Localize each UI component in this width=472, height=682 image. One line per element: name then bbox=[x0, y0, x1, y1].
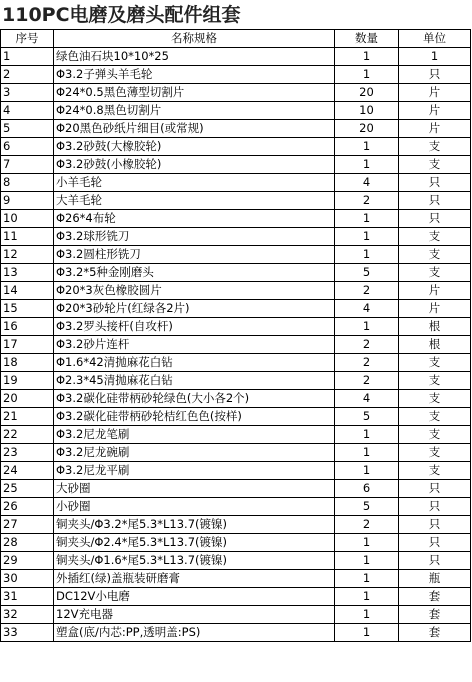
row-number: 13 bbox=[1, 264, 54, 282]
table-header-row bbox=[1, 30, 471, 48]
row-unit: 支 bbox=[399, 228, 471, 246]
row-name: Φ3.2碳化硅带柄砂轮桔红色色(按样) bbox=[54, 408, 335, 426]
row-number: 28 bbox=[1, 534, 54, 552]
row-name: 铜夹头/Φ1.6*尾5.3*L13.7(镀镍) bbox=[54, 552, 335, 570]
row-quantity: 6 bbox=[335, 480, 399, 498]
table-row bbox=[1, 462, 471, 480]
row-unit: 片 bbox=[399, 282, 471, 300]
row-name: 大羊毛轮 bbox=[54, 192, 335, 210]
row-quantity: 1 bbox=[335, 228, 399, 246]
row-name: 绿色油石块10*10*25 bbox=[54, 48, 335, 66]
row-unit: 套 bbox=[399, 588, 471, 606]
row-number: 22 bbox=[1, 426, 54, 444]
table-row bbox=[1, 426, 471, 444]
row-quantity: 5 bbox=[335, 264, 399, 282]
table-row bbox=[1, 156, 471, 174]
row-number: 21 bbox=[1, 408, 54, 426]
row-quantity: 5 bbox=[335, 498, 399, 516]
row-name: Φ2.3*45清抛麻花白钻 bbox=[54, 372, 335, 390]
table-row bbox=[1, 120, 471, 138]
row-name: 外插红(绿)盖瓶装研磨膏 bbox=[54, 570, 335, 588]
row-quantity: 1 bbox=[335, 570, 399, 588]
row-unit: 只 bbox=[399, 210, 471, 228]
row-number: 23 bbox=[1, 444, 54, 462]
row-number: 32 bbox=[1, 606, 54, 624]
table-row bbox=[1, 264, 471, 282]
row-unit: 套 bbox=[399, 624, 471, 642]
row-number: 30 bbox=[1, 570, 54, 588]
row-unit: 根 bbox=[399, 336, 471, 354]
row-number: 2 bbox=[1, 66, 54, 84]
row-unit: 1 bbox=[399, 48, 471, 66]
row-quantity: 2 bbox=[335, 372, 399, 390]
row-quantity: 4 bbox=[335, 390, 399, 408]
row-quantity: 20 bbox=[335, 120, 399, 138]
row-unit: 只 bbox=[399, 552, 471, 570]
row-number: 12 bbox=[1, 246, 54, 264]
row-quantity: 1 bbox=[335, 138, 399, 156]
table-row bbox=[1, 516, 471, 534]
column-header-quantity: 数量 bbox=[335, 30, 399, 48]
row-number: 24 bbox=[1, 462, 54, 480]
table-row bbox=[1, 282, 471, 300]
row-name: Φ20黑色砂纸片细目(或常规) bbox=[54, 120, 335, 138]
table-row bbox=[1, 66, 471, 84]
row-name: Φ1.6*42清抛麻花白钻 bbox=[54, 354, 335, 372]
row-unit: 支 bbox=[399, 354, 471, 372]
row-quantity: 1 bbox=[335, 48, 399, 66]
table-row bbox=[1, 552, 471, 570]
row-name: Φ20*3砂轮片(红绿各2片) bbox=[54, 300, 335, 318]
row-name: 12V充电器 bbox=[54, 606, 335, 624]
row-unit: 只 bbox=[399, 66, 471, 84]
column-header-unit: 单位 bbox=[399, 30, 471, 48]
row-name: 小羊毛轮 bbox=[54, 174, 335, 192]
table-row bbox=[1, 102, 471, 120]
row-quantity: 1 bbox=[335, 462, 399, 480]
row-name: Φ3.2罗头接杆(自攻杆) bbox=[54, 318, 335, 336]
row-name: 大砂圈 bbox=[54, 480, 335, 498]
row-unit: 片 bbox=[399, 300, 471, 318]
table-row bbox=[1, 192, 471, 210]
row-number: 9 bbox=[1, 192, 54, 210]
row-number: 25 bbox=[1, 480, 54, 498]
row-unit: 瓶 bbox=[399, 570, 471, 588]
row-number: 7 bbox=[1, 156, 54, 174]
row-number: 19 bbox=[1, 372, 54, 390]
row-name: Φ24*0.8黑色切割片 bbox=[54, 102, 335, 120]
row-quantity: 2 bbox=[335, 192, 399, 210]
page-title: 110PC电磨及磨头配件组套 bbox=[2, 4, 241, 26]
row-name: Φ3.2尼龙碗刷 bbox=[54, 444, 335, 462]
row-name: Φ24*0.5黑色薄型切割片 bbox=[54, 84, 335, 102]
row-quantity: 1 bbox=[335, 624, 399, 642]
row-quantity: 1 bbox=[335, 606, 399, 624]
row-name: Φ26*4布轮 bbox=[54, 210, 335, 228]
table-row bbox=[1, 318, 471, 336]
row-unit: 支 bbox=[399, 426, 471, 444]
table-row bbox=[1, 228, 471, 246]
row-quantity: 1 bbox=[335, 534, 399, 552]
row-quantity: 1 bbox=[335, 246, 399, 264]
table-row bbox=[1, 372, 471, 390]
row-name: Φ3.2圆柱形铣刀 bbox=[54, 246, 335, 264]
table-row bbox=[1, 570, 471, 588]
row-name: Φ3.2尼龙平刷 bbox=[54, 462, 335, 480]
table-row bbox=[1, 624, 471, 642]
row-unit: 只 bbox=[399, 480, 471, 498]
row-unit: 片 bbox=[399, 120, 471, 138]
table-body bbox=[1, 48, 471, 642]
row-quantity: 1 bbox=[335, 426, 399, 444]
row-quantity: 2 bbox=[335, 516, 399, 534]
row-name: Φ3.2碳化硅带柄砂轮绿色(大小各2个) bbox=[54, 390, 335, 408]
row-unit: 支 bbox=[399, 156, 471, 174]
table-row bbox=[1, 444, 471, 462]
table-row bbox=[1, 336, 471, 354]
row-unit: 只 bbox=[399, 192, 471, 210]
row-name: DC12V小电磨 bbox=[54, 588, 335, 606]
row-unit: 支 bbox=[399, 390, 471, 408]
row-unit: 支 bbox=[399, 444, 471, 462]
row-number: 26 bbox=[1, 498, 54, 516]
row-number: 1 bbox=[1, 48, 54, 66]
row-unit: 只 bbox=[399, 534, 471, 552]
row-quantity: 1 bbox=[335, 444, 399, 462]
row-name: 铜夹头/Φ2.4*尾5.3*L13.7(镀镍) bbox=[54, 534, 335, 552]
row-quantity: 4 bbox=[335, 300, 399, 318]
row-quantity: 10 bbox=[335, 102, 399, 120]
row-quantity: 1 bbox=[335, 156, 399, 174]
row-name: Φ20*3灰色橡胶圆片 bbox=[54, 282, 335, 300]
row-name: Φ3.2尼龙笔刷 bbox=[54, 426, 335, 444]
row-unit: 支 bbox=[399, 246, 471, 264]
row-unit: 套 bbox=[399, 606, 471, 624]
table-row bbox=[1, 588, 471, 606]
row-quantity: 1 bbox=[335, 210, 399, 228]
row-name: Φ3.2子弹头羊毛轮 bbox=[54, 66, 335, 84]
table-row bbox=[1, 246, 471, 264]
row-number: 18 bbox=[1, 354, 54, 372]
column-header-name: 名称规格 bbox=[54, 30, 335, 48]
row-quantity: 1 bbox=[335, 588, 399, 606]
row-number: 11 bbox=[1, 228, 54, 246]
row-unit: 支 bbox=[399, 138, 471, 156]
row-unit: 根 bbox=[399, 318, 471, 336]
row-number: 10 bbox=[1, 210, 54, 228]
row-number: 15 bbox=[1, 300, 54, 318]
row-number: 4 bbox=[1, 102, 54, 120]
row-unit: 支 bbox=[399, 462, 471, 480]
row-quantity: 1 bbox=[335, 66, 399, 84]
table-row bbox=[1, 300, 471, 318]
row-unit: 片 bbox=[399, 84, 471, 102]
row-unit: 片 bbox=[399, 102, 471, 120]
row-quantity: 2 bbox=[335, 336, 399, 354]
row-number: 31 bbox=[1, 588, 54, 606]
table-row bbox=[1, 138, 471, 156]
row-name: 塑盒(底/内芯:PP,透明盖:PS) bbox=[54, 624, 335, 642]
table-row bbox=[1, 174, 471, 192]
row-unit: 只 bbox=[399, 516, 471, 534]
row-number: 17 bbox=[1, 336, 54, 354]
table-row bbox=[1, 408, 471, 426]
row-quantity: 1 bbox=[335, 552, 399, 570]
row-number: 8 bbox=[1, 174, 54, 192]
row-unit: 支 bbox=[399, 408, 471, 426]
row-unit: 支 bbox=[399, 264, 471, 282]
table-row bbox=[1, 84, 471, 102]
row-name: Φ3.2球形铣刀 bbox=[54, 228, 335, 246]
row-number: 16 bbox=[1, 318, 54, 336]
row-name: Φ3.2砂片连杆 bbox=[54, 336, 335, 354]
table-row bbox=[1, 48, 471, 66]
row-number: 5 bbox=[1, 120, 54, 138]
row-quantity: 2 bbox=[335, 354, 399, 372]
row-name: 小砂圈 bbox=[54, 498, 335, 516]
table-row bbox=[1, 210, 471, 228]
row-quantity: 2 bbox=[335, 282, 399, 300]
table-row bbox=[1, 354, 471, 372]
table-row bbox=[1, 606, 471, 624]
column-header-number: 序号 bbox=[1, 30, 54, 48]
row-number: 20 bbox=[1, 390, 54, 408]
row-quantity: 5 bbox=[335, 408, 399, 426]
row-number: 14 bbox=[1, 282, 54, 300]
row-number: 27 bbox=[1, 516, 54, 534]
row-unit: 只 bbox=[399, 174, 471, 192]
table-row bbox=[1, 480, 471, 498]
row-unit: 支 bbox=[399, 372, 471, 390]
row-number: 6 bbox=[1, 138, 54, 156]
row-name: Φ3.2*5种金刚磨头 bbox=[54, 264, 335, 282]
row-unit: 只 bbox=[399, 498, 471, 516]
row-quantity: 20 bbox=[335, 84, 399, 102]
row-name: 铜夹头/Φ3.2*尾5.3*L13.7(镀镍) bbox=[54, 516, 335, 534]
row-number: 29 bbox=[1, 552, 54, 570]
row-number: 33 bbox=[1, 624, 54, 642]
row-quantity: 4 bbox=[335, 174, 399, 192]
row-number: 3 bbox=[1, 84, 54, 102]
table-row bbox=[1, 390, 471, 408]
row-name: Φ3.2砂鼓(大橡胶轮) bbox=[54, 138, 335, 156]
row-name: Φ3.2砂鼓(小橡胶轮) bbox=[54, 156, 335, 174]
table-row bbox=[1, 498, 471, 516]
parts-table bbox=[0, 29, 471, 642]
row-quantity: 1 bbox=[335, 318, 399, 336]
table-row bbox=[1, 534, 471, 552]
